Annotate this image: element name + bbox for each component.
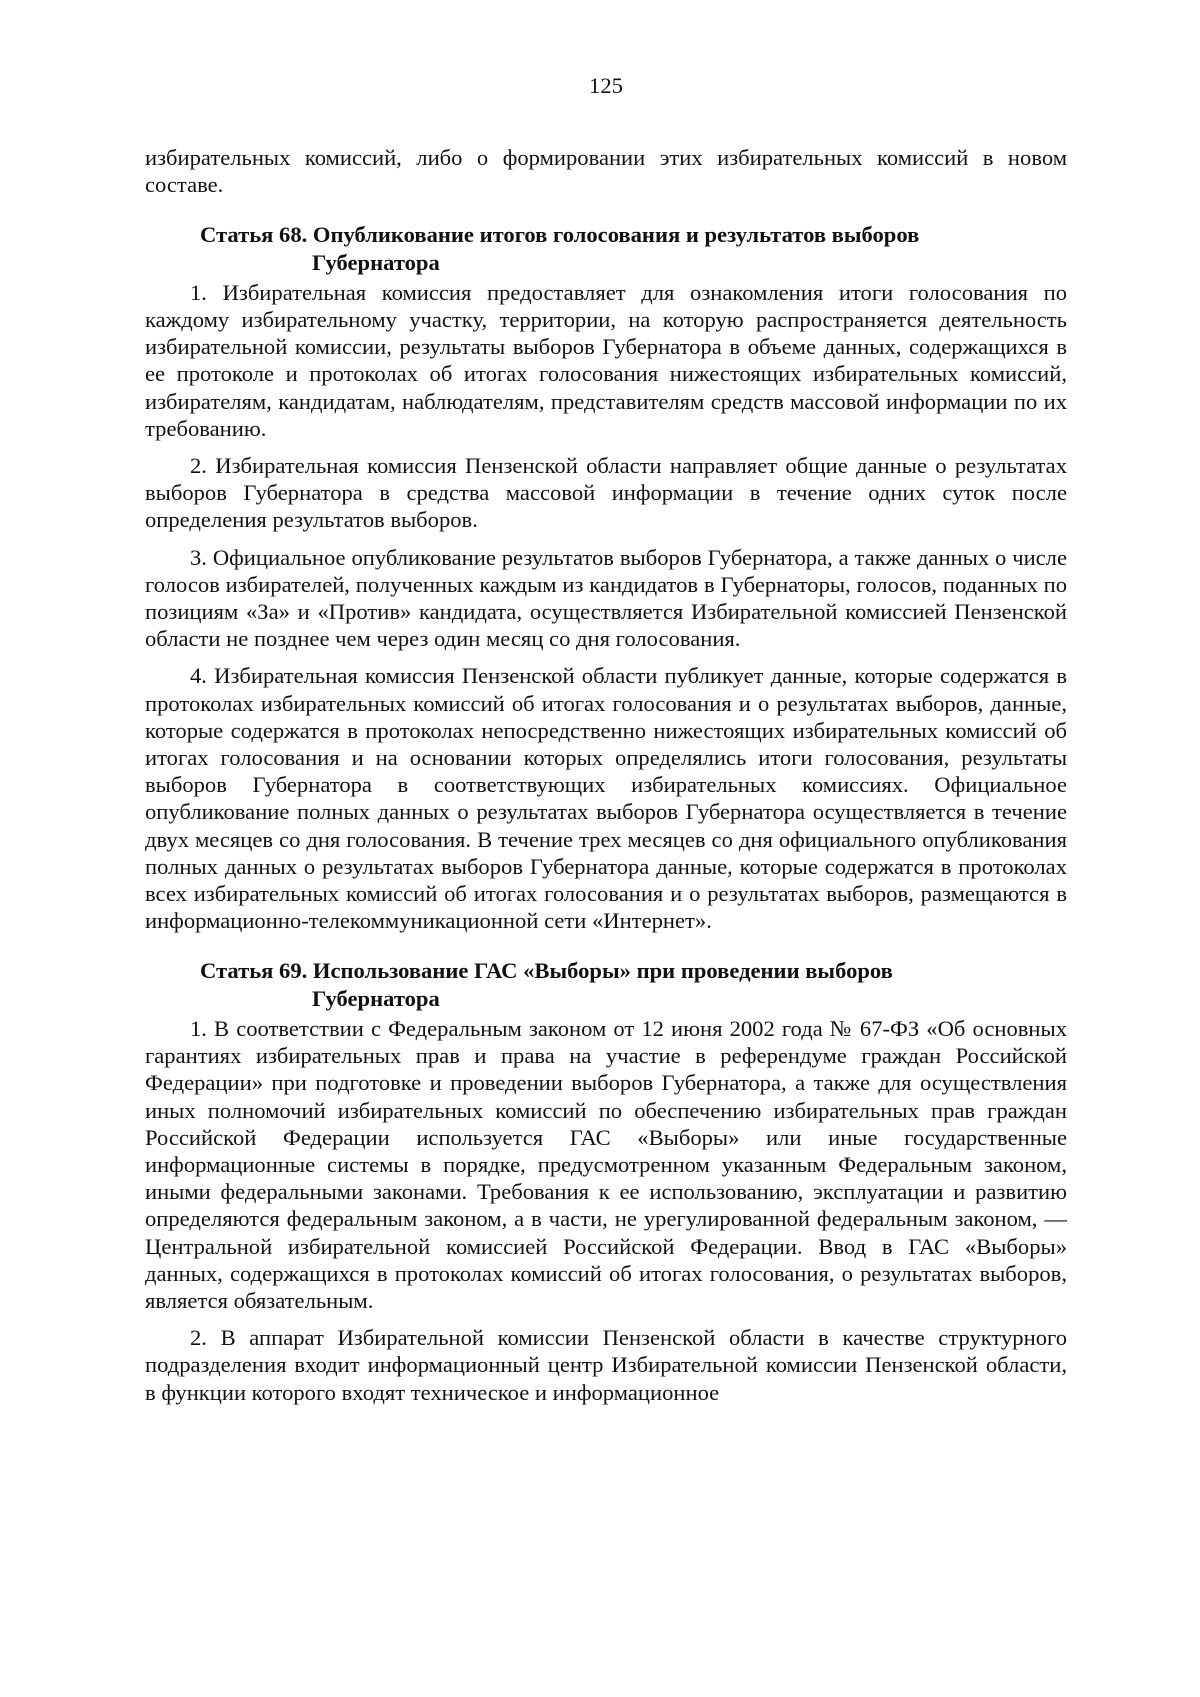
article-69-paragraph-1: 1. В соответствии с Федеральным законом от 12 июня 2002 года № 67-ФЗ «Об основных гарантиях избирательных прав и права на участие в референдуме граждан Российской Федерации» при подготовке и проведении выборов Губернатора, а также для осуществления иных полномочий избирательных комиссий по обеспечению избирательных прав граждан Российской Федерации используется ГАС «Выборы» или иные государственные информационные системы в порядке, предусмотренном указанным Федеральным законом, иными федеральными законами. Требования к ее использованию, эксплуатации и развитию определяются федеральным законом, а в части, не урегулированной федеральным законом, — Центральной избирательной комиссией Российской Федерации. Ввод в ГАС «Выборы» данных, содержащихся в протоколах комиссий об итогах голосования, о результатах выборов, является обязательным. — [145, 1015, 1067, 1313]
article-69-title-line2: Губернатора — [312, 985, 440, 1011]
article-68-title-line1: Статья 68. Опубликование итогов голосования и результатов выборов — [200, 222, 920, 248]
article-69-paragraph-2: 2. В аппарат Избирательной комиссии Пензенской области в качестве структурного подразделения входит информационный центр Избирательной комиссии Пензенской области, в функции которого входят техническое и информационное — [145, 1325, 1067, 1405]
article-68-paragraph-2: 2. Избирательная комиссия Пензенской области направляет общие данные о результатах выборов Губернатора в средства массовой информации в течение одних суток после определения результатов выборов. — [145, 453, 1067, 533]
continuation-paragraph: избирательных комиссий, либо о формировании этих избирательных комиссий в новом составе. — [145, 145, 1067, 198]
article-68-paragraph-4: 4. Избирательная комиссия Пензенской области публикует данные, которые содержатся в протоколах избирательных комиссий об итогах голосования и о результатах выборов, данные, которые содержатся в протоколах непосредственно нижестоящих избирательных комиссий об итогах голосования и на основании которых определялись итоги голосования, результаты выборов Губернатора в соответствующих избирательных комиссиях. Официальное опубликование полных данных о результатах выборов Губернатора осуществляется в течение двух месяцев со дня голосования. В течение трех месяцев со дня официального опубликования полных данных о результатах выборов Губернатора данные, которые содержатся в протоколах всех избирательных комиссий об итогах голосования и о результатах выборов, размещаются в информационно-телекоммуникационной сети «Интернет». — [145, 663, 1067, 934]
article-68-heading — [145, 221, 1067, 275]
page-number: 125 — [589, 73, 623, 98]
article-68-title-line2: Губернатора — [312, 249, 440, 275]
article-69-title-line1: Статья 69. Использование ГАС «Выборы» при проведении выборов — [200, 958, 893, 984]
article-68-paragraph-1: 1. Избирательная комиссия предоставляет для ознакомления итоги голосования по каждому избирательному участку, территории, на которую распространяется деятельность избирательной комиссии, результаты выборов Губернатора в объеме данных, содержащихся в ее протоколе и протоколах об итогах голосования нижестоящих избирательных комиссий, избирателям, кандидатам, наблюдателям, представителям средств массовой информации по их требованию. — [145, 279, 1067, 441]
document-content — [145, 144, 1067, 1406]
article-69-heading — [145, 957, 1067, 1011]
article-68-paragraph-3: 3. Официальное опубликование результатов выборов Губернатора, а также данных о числе голосов избирателей, полученных каждым из кандидатов в Губернаторы, голосов, поданных по позициям «За» и «Против» кандидата, осуществляется Избирательной комиссией Пензенской области не позднее чем через один месяц со дня голосования. — [145, 544, 1067, 652]
